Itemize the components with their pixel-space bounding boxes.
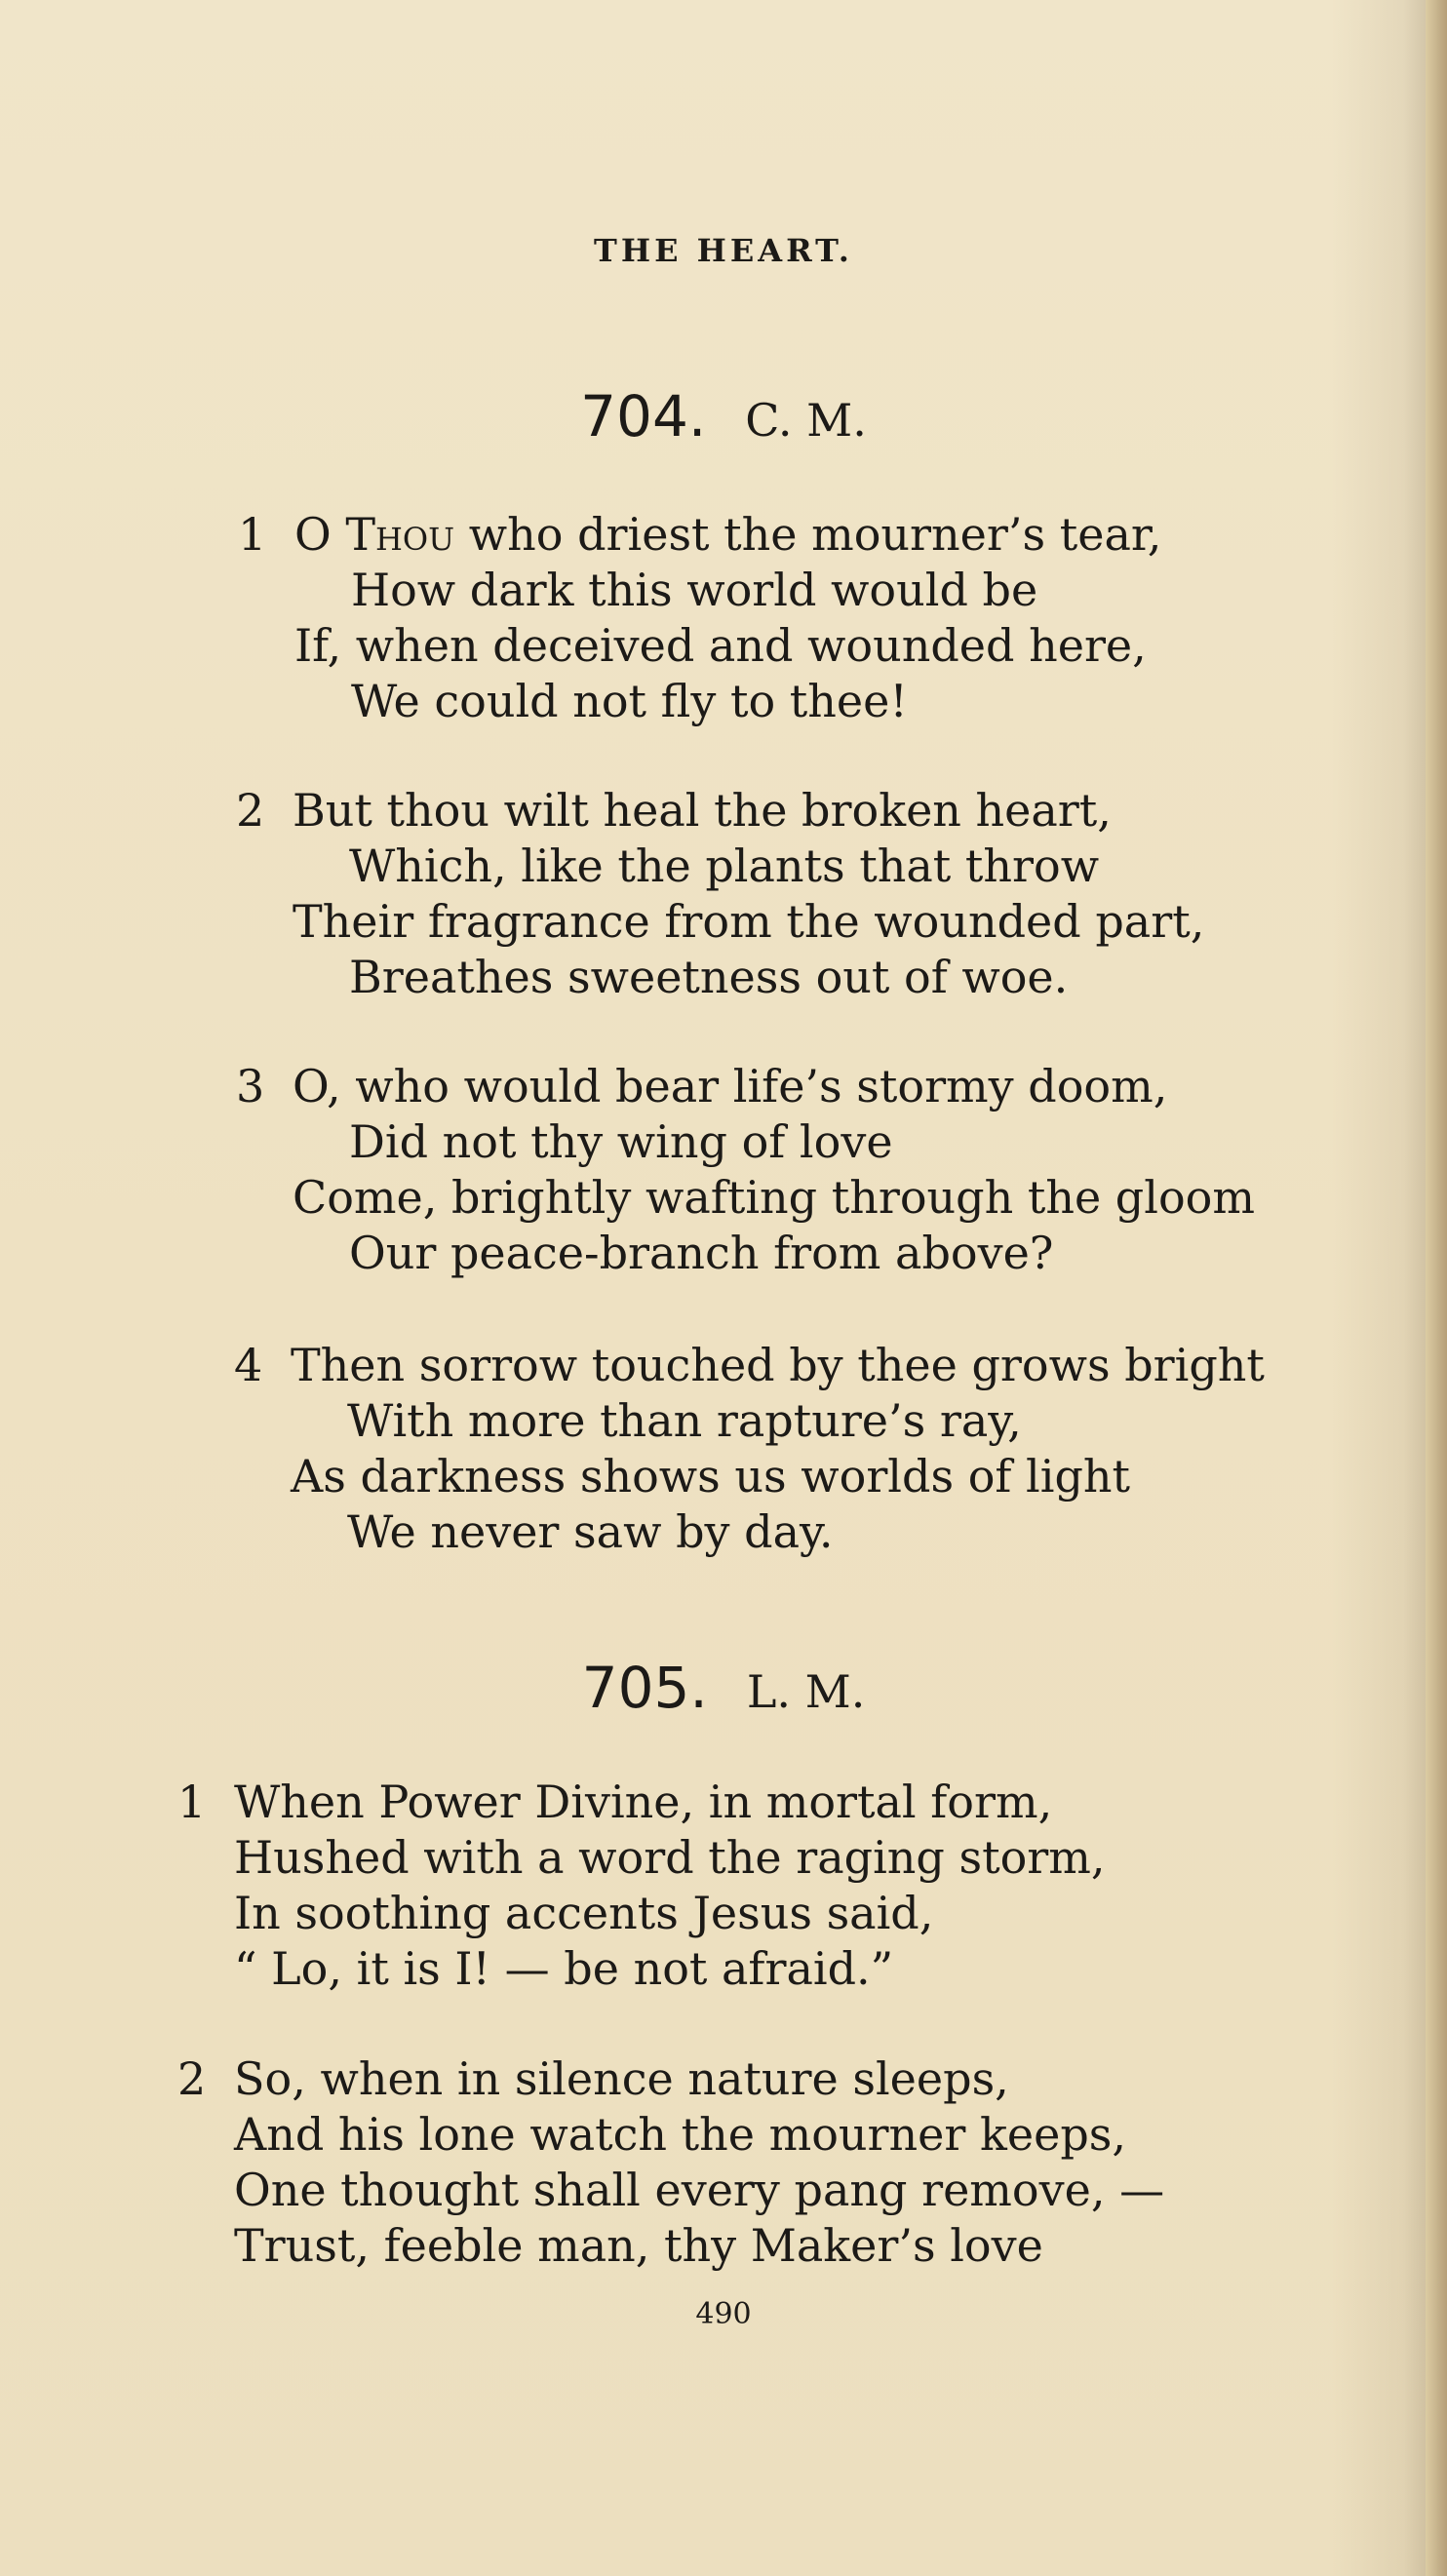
- verse-number: 1: [238, 508, 267, 561]
- verse-line: If, when deceived and wounded here,: [294, 619, 1147, 672]
- hymn-number: 705.: [581, 1655, 708, 1721]
- running-head: THE HEART.: [594, 232, 853, 269]
- verse-line: Hushed with a word the raging storm,: [234, 1831, 1106, 1884]
- hymn-number: 704.: [580, 383, 707, 449]
- hymn-704-heading: [0, 383, 1447, 449]
- hymn-meter: C. M.: [745, 394, 867, 447]
- hymn-704-stanza-1: [238, 507, 1162, 729]
- verse-line: But thou wilt heal the broken heart,: [293, 784, 1112, 837]
- hymn-705-stanza-1: [177, 1775, 1106, 1997]
- verse-line: As darkness shows us worlds of light: [291, 1450, 1131, 1503]
- hymn-704-stanza-4: [234, 1338, 1265, 1560]
- verse-line: Breathes sweetness out of woe.: [349, 951, 1069, 1003]
- hymn-704-stanza-3: [236, 1059, 1255, 1281]
- hymn-meter: L. M.: [746, 1665, 866, 1718]
- verse-line: Our peace-branch from above?: [349, 1227, 1054, 1279]
- verse-number: 4: [234, 1339, 263, 1391]
- verse-number: 2: [236, 784, 265, 837]
- verse-line: In soothing accents Jesus said,: [234, 1887, 934, 1939]
- verse-line: “ Lo, it is I! — be not afraid.”: [234, 1942, 894, 1995]
- verse-line: O Thou who driest the mourner’s tear,: [294, 508, 1162, 561]
- verse-line: How dark this world would be: [351, 564, 1038, 616]
- page-edge: [1426, 0, 1447, 2576]
- verse-line: One thought shall every pang remove, —: [234, 2164, 1165, 2216]
- hymn-704-stanza-2: [236, 783, 1205, 1005]
- verse-line: We never saw by day.: [347, 1505, 834, 1558]
- page-number: 490: [695, 2297, 752, 2331]
- verse-line: Which, like the plants that throw: [349, 839, 1100, 892]
- verse-line: Then sorrow touched by thee grows bright: [291, 1339, 1265, 1391]
- verse-line: Their fragrance from the wounded part,: [293, 895, 1205, 948]
- verse-line: Come, brightly wafting through the gloom: [293, 1171, 1255, 1224]
- verse-line: O, who would bear life’s stormy doom,: [293, 1060, 1168, 1112]
- hymn-705-stanza-2: [177, 2051, 1165, 2274]
- hymn-705-heading: [0, 1655, 1447, 1721]
- verse-line: Trust, feeble man, thy Maker’s love: [234, 2219, 1043, 2272]
- verse-line: When Power Divine, in mortal form,: [234, 1776, 1053, 1828]
- verse-line: We could not fly to thee!: [351, 675, 908, 727]
- verse-number: 2: [177, 2052, 207, 2105]
- verse-line: And his lone watch the mourner keeps,: [234, 2108, 1126, 2161]
- verse-line: Did not thy wing of love: [349, 1115, 893, 1168]
- verse-line: So, when in silence nature sleeps,: [234, 2052, 1009, 2105]
- verse-number: 3: [236, 1060, 265, 1112]
- verse-number: 1: [177, 1776, 207, 1828]
- verse-line: With more than rapture’s ray,: [347, 1394, 1022, 1447]
